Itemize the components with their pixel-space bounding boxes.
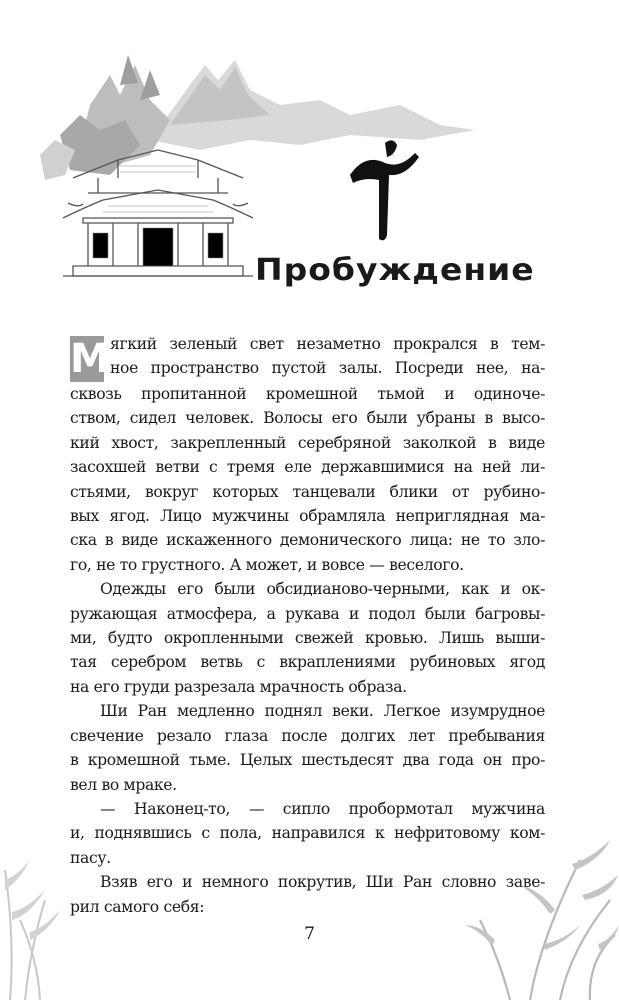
paragraph-1	[70, 332, 545, 577]
text-line: — Наконец-то, — сипло пробормотал мужчина	[100, 799, 545, 818]
chapter-number	[0, 0, 1, 1]
text-line: ное пространство пустой залы. Посреди нее, на-	[110, 359, 545, 378]
bamboo-illustration-right	[460, 840, 619, 1000]
paragraph-3	[70, 699, 545, 797]
drop-cap: М	[70, 336, 110, 382]
text-line: ружающая атмосфера, а рукава и подол были багровы-	[70, 604, 545, 623]
text-line: вел во мраке.	[70, 775, 177, 794]
temple-illustration	[58, 148, 258, 288]
text-line: на его груди разрезала мрачность образа.	[70, 677, 407, 696]
text-line: засохшей ветви с тремя еле державшимися на ней ли-	[70, 458, 545, 477]
chapter-number-glyph	[345, 135, 425, 245]
text-line: Взяв его и немного покрутив, Ши Ран словно заве-	[100, 873, 545, 892]
text-line: ска в виде искаженного демонического лица: не то зло-	[70, 531, 545, 550]
chapter-title: Пробуждение	[255, 251, 535, 288]
text-line: Одежды его были обсидианово-черными, как и ок-	[100, 580, 545, 599]
text-line: свечение резало глаза после долгих лет пребывания	[70, 726, 545, 745]
text-line: и, поднявшись с пола, направился к нефритовому ком-	[70, 824, 545, 843]
text-line: тая серебром ветвь с вкраплениями рубиновых ягод	[70, 653, 545, 672]
text-line: Ши Ран медленно поднял веки. Легкое изумрудное	[100, 702, 545, 721]
body-text	[70, 332, 545, 919]
text-line: кий хвост, закрепленный серебряной заколкой в виде	[70, 433, 545, 452]
grass-illustration-left	[0, 830, 90, 1000]
text-line: ством, сидел человек. Волосы его были убраны в высо-	[70, 409, 545, 428]
text-line: вых ягод. Лицо мужчины обрамляла неприглядная ма-	[70, 507, 545, 526]
text-line: в кромешной тьме. Целых шестьдесят два года он про-	[70, 751, 545, 770]
text-line: ми, будто окропленными свежей кровью. Лишь выши-	[70, 629, 545, 648]
text-line: сквозь пропитанной кромешной тьмой и одиноче-	[70, 385, 545, 403]
text-line: стьями, вокруг которых танцевали блики от рубино-	[70, 482, 545, 501]
text-line: го, не то грустного. А может, и вовсе — веселого.	[70, 555, 464, 574]
text-line: рил самого себя:	[70, 897, 205, 916]
text-line: пасу.	[70, 848, 111, 867]
page-number: 7	[304, 924, 315, 944]
paragraph-2	[70, 577, 545, 699]
text-line: ягкий зеленый свет незаметно прокрался в тем-	[110, 335, 545, 353]
